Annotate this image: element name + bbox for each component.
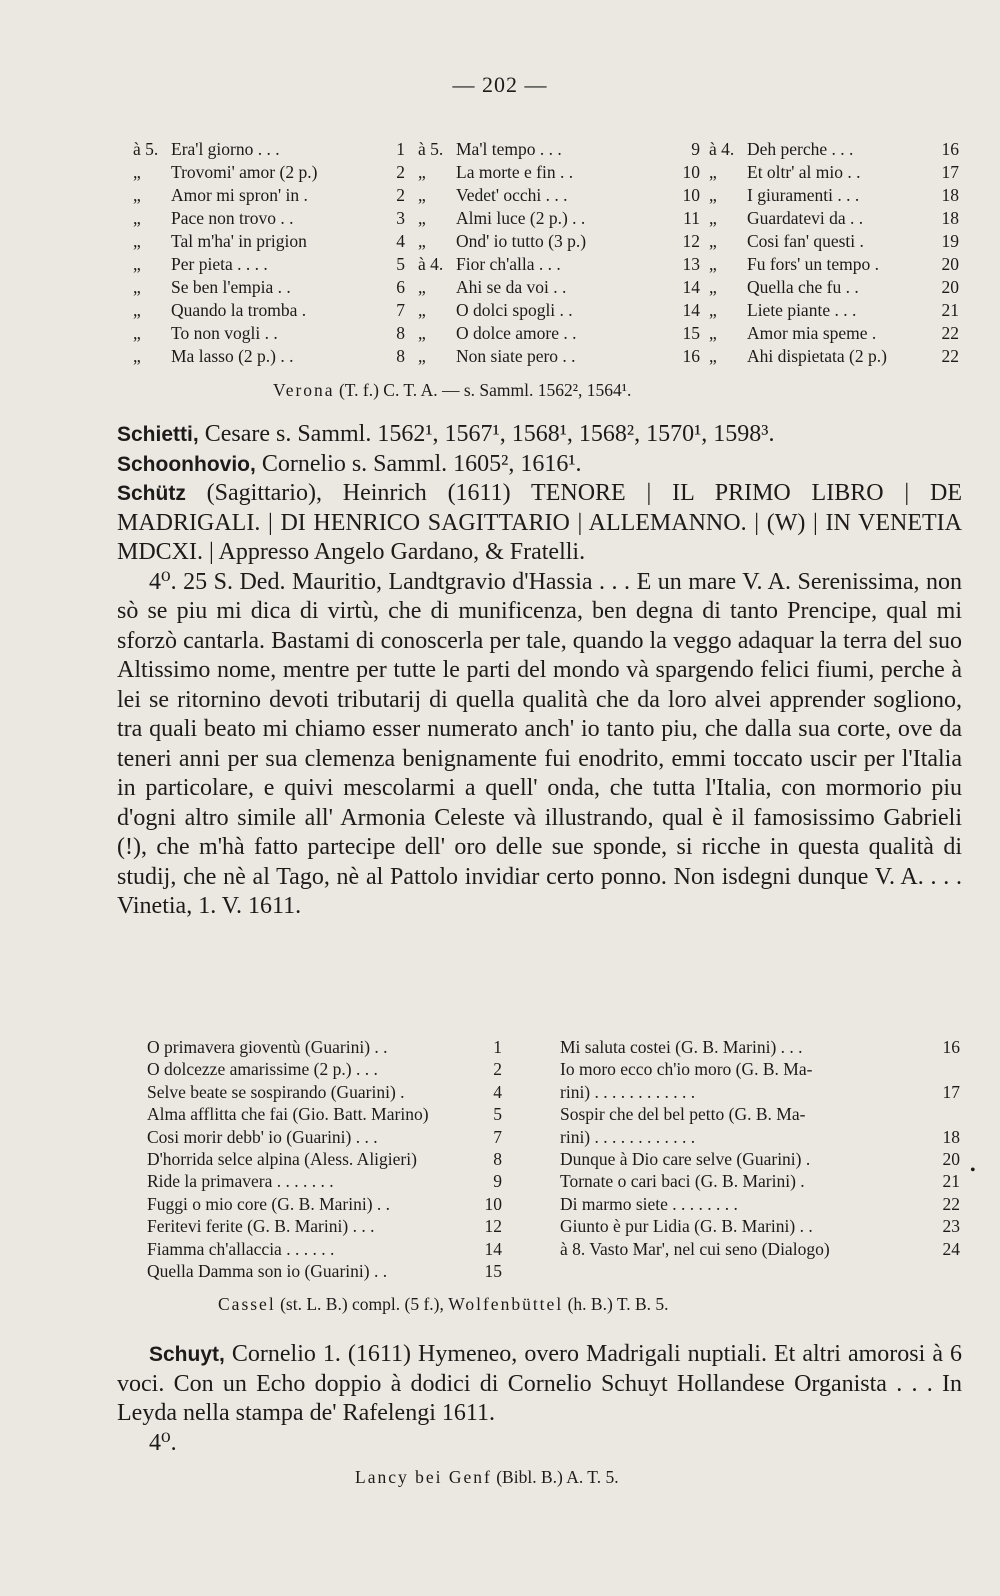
voice-prefix: „ [418, 323, 426, 343]
song-title: Quella Damma son io (Guarini) . . [147, 1260, 388, 1281]
piece-title: La morte e fin . . [456, 162, 574, 182]
song-row [560, 1215, 960, 1237]
song-title: Di marmo siete . . . . . . . . [560, 1193, 738, 1214]
piece-number: 1 [396, 139, 405, 159]
index-row [133, 207, 405, 230]
piece-title: Pace non trovo . . [171, 208, 294, 228]
piece-number: 2 [396, 185, 405, 205]
location-city: Cassel [218, 1294, 276, 1314]
voice-prefix: „ [709, 300, 717, 320]
piece-title: Almi luce (2 p.) . . [456, 208, 586, 228]
entry-text: Cornelio 1. (1611) Hymeneo, overo Madrigali nuptiali. Et altri amorosi à 6 voci. Con un Echo doppio à dodici di Cornelio Schuyt Hollandese Organista . . . In Leyda nella stampa de' Rafelengi 1611. [117, 1341, 962, 1426]
song-number: 17 [942, 1081, 960, 1102]
song-row [147, 1215, 502, 1237]
song-number: 2 [493, 1059, 502, 1080]
index-row [709, 253, 959, 276]
song-title: Selve beate se sospirando (Guarini) . [147, 1081, 405, 1102]
piece-number: 16 [682, 346, 700, 366]
location-detail: (Bibl. B.) A. T. 5. [496, 1467, 619, 1487]
index-row [709, 322, 959, 345]
index-row [418, 345, 700, 368]
index-row [709, 184, 959, 207]
song-number: 23 [942, 1216, 960, 1237]
piece-number: 4 [396, 231, 405, 251]
song-row [560, 1170, 960, 1192]
index-row [133, 253, 405, 276]
entry-schietti [117, 420, 962, 450]
voice-prefix: „ [418, 277, 426, 297]
piece-number: 20 [941, 277, 959, 297]
entry-schuyt-block [117, 1340, 962, 1458]
index-row [418, 184, 700, 207]
piece-number: 18 [941, 185, 959, 205]
piece-title: Ahi dispietata (2 p.) [747, 346, 887, 366]
voice-prefix: „ [418, 231, 426, 251]
index-row [709, 138, 959, 161]
piece-title: Deh perche . . . [747, 139, 854, 159]
song-title: Sospir che del bel petto (G. B. Ma- [560, 1104, 806, 1125]
song-number: 21 [942, 1171, 960, 1192]
index-row [418, 207, 700, 230]
piece-number: 3 [396, 208, 405, 228]
song-number: 1 [493, 1037, 502, 1057]
song-title: Ride la primavera . . . . . . . [147, 1171, 334, 1192]
song-title: Dunque à Dio care selve (Guarini) . [560, 1148, 811, 1169]
piece-number: 6 [396, 277, 405, 297]
piece-title: Liete piante . . . [747, 300, 857, 320]
piece-title: Amor mia speme . [747, 323, 877, 343]
song-number: 7 [493, 1126, 502, 1147]
piece-title: Et oltr' al mio . . [747, 162, 861, 182]
song-number: 14 [484, 1238, 502, 1259]
entry-schuyt [117, 1340, 962, 1429]
location-city: Lancy bei Genf [355, 1467, 492, 1487]
index-row [133, 184, 405, 207]
entry-schoonhovio [117, 450, 962, 480]
piece-title: I giuramenti . . . [747, 185, 860, 205]
piece-number: 14 [682, 277, 700, 297]
location-cassel [218, 1294, 669, 1315]
voice-prefix: à 5. [418, 139, 444, 159]
song-title: Giunto è pur Lidia (G. B. Marini) . . [560, 1216, 813, 1237]
index-column-1 [133, 138, 405, 368]
song-row [560, 1193, 960, 1215]
voice-prefix: „ [133, 277, 141, 297]
piece-title: Fior ch'alla . . . [456, 254, 561, 274]
piece-number: 13 [682, 254, 700, 274]
piece-title: Quando la tromba . [171, 300, 307, 320]
entry-name: Schuyt, [149, 1343, 225, 1366]
piece-number: 11 [683, 208, 700, 228]
entry-text: Cesare s. Samml. 1562¹, 1567¹, 1568¹, 1568², 1570¹, 1598³. [198, 421, 775, 447]
song-number: 4 [493, 1081, 502, 1102]
piece-title: Trovomi' amor (2 p.) [171, 162, 318, 182]
song-list-left [147, 1036, 502, 1282]
song-row [560, 1036, 960, 1058]
voice-prefix: „ [709, 254, 717, 274]
song-number: 18 [942, 1126, 960, 1147]
song-row [560, 1238, 960, 1260]
voice-prefix: „ [418, 185, 426, 205]
song-number: 24 [942, 1238, 960, 1259]
voice-prefix: „ [418, 346, 426, 366]
song-title: Tornate o cari baci (G. B. Marini) . [560, 1171, 805, 1192]
piece-title: Ma'l tempo . . . [456, 139, 562, 159]
entries-block [117, 420, 962, 922]
location-city-2: Wolfenbüttel [448, 1294, 564, 1314]
index-row [709, 299, 959, 322]
index-row [709, 276, 959, 299]
piece-number: 17 [941, 162, 959, 182]
song-row [147, 1193, 502, 1215]
location-detail: (st. L. B.) compl. (5 f.), [280, 1294, 444, 1314]
song-row [147, 1260, 502, 1282]
index-row [709, 161, 959, 184]
piece-number: 14 [682, 300, 700, 320]
voice-prefix: „ [133, 185, 141, 205]
piece-title: O dolci spogli . . [456, 300, 573, 320]
song-title: D'horrida selce alpina (Aless. Aligieri) [147, 1148, 417, 1169]
entry-text: Cornelio s. Samml. 1605², 1616¹. [255, 450, 582, 477]
margin-mark: • [970, 1162, 976, 1179]
piece-number: 15 [682, 323, 700, 343]
entry-name: Schietti, [117, 423, 199, 446]
song-number: 8 [493, 1148, 502, 1169]
song-title: Feritevi ferite (G. B. Marini) . . . [147, 1216, 375, 1237]
voice-prefix: „ [418, 208, 426, 228]
format-note: 4⁰. [149, 1429, 177, 1456]
voice-prefix: „ [709, 346, 717, 366]
song-row [147, 1036, 502, 1058]
entry-name: Schoonhovio, [117, 452, 256, 476]
song-number: 22 [942, 1193, 960, 1214]
index-row [133, 276, 405, 299]
piece-number: 10 [682, 162, 700, 182]
song-row [560, 1058, 960, 1080]
song-title: Fuggi o mio core (G. B. Marini) . . [147, 1193, 391, 1214]
index-row [418, 230, 700, 253]
voice-prefix: „ [133, 231, 141, 251]
index-row [418, 138, 700, 161]
location-detail: (T. f.) C. T. A. — s. Samml. 1562², 1564¹. [338, 380, 632, 400]
song-number: 9 [493, 1171, 502, 1192]
piece-title: Amor mi spron' in . [171, 185, 308, 205]
song-row [147, 1081, 502, 1103]
piece-number: 5 [396, 254, 405, 274]
song-number: 5 [493, 1104, 502, 1125]
dedication-text: 4⁰. 25 S. Ded. Mauritio, Landtgravio d'Hassia . . . E un mare V. A. Serenissima, non sò se piu mi dica di virtù, che di munificenza, ben degna di tanto Prencipe, qual mi sforzò cantarla. Bastami di conoscerla per tale, quando la veggo adaquar la terra del suo Altissimo nome, mentre per tutte le parti del mondo và spargendo felici fiumi, perche à lei se ritornino devoti tributarij di quella qualità che da loro alvei apprender sogliono, tra quali beato mi chiamo esser numerato anch' io tanto piu, che dalla sua corte, ove da teneri anni per sua clemenza benignamente fui enodrito, emmi toccato uscir per l'Italia in particolare, e quivi mescolarmi a quell' onda, che tutta l'Italia, con mormorio piu d'ogni altro simile all' Armonia Celeste và illustrando, qual è il famosissimo Gabrieli (!), che m'hà fatto partecipe dell' oro delle sue sponde, si ricche in questa qualità di studij, che nè al Tago, nè al Pattolo invidiar certo ponno. Non isdegni dunque V. A. . . . Vinetia, 1. V. 1611. [117, 568, 962, 919]
piece-number: 22 [941, 323, 959, 343]
piece-title: Cosi fan' questi . [747, 231, 864, 251]
piece-title: Ond' io tutto (3 p.) [456, 231, 587, 251]
song-number: 20 [942, 1148, 960, 1169]
song-number: 16 [942, 1037, 960, 1057]
entry-name: Schütz [117, 482, 186, 505]
index-row [709, 207, 959, 230]
index-row [133, 345, 405, 368]
piece-title: Era'l giorno . . . [171, 139, 280, 159]
piece-title: Ahi se da voi . . [456, 277, 567, 297]
location-detail-2: (h. B.) T. B. 5. [567, 1294, 669, 1314]
song-title: à 8. Vasto Mar', nel cui seno (Dialogo) [560, 1238, 830, 1259]
song-row [147, 1103, 502, 1125]
song-number: 15 [484, 1260, 502, 1281]
song-title: Io moro ecco ch'io moro (G. B. Ma- [560, 1059, 813, 1080]
song-row [147, 1238, 502, 1260]
piece-title: Per pieta . . . . [171, 254, 268, 274]
song-number: 12 [484, 1216, 502, 1237]
voice-prefix: „ [709, 208, 717, 228]
piece-title: To non vogli . . [171, 323, 278, 343]
piece-title: Vedet' occhi . . . [456, 185, 568, 205]
index-row [709, 230, 959, 253]
song-number: 10 [484, 1193, 502, 1214]
voice-prefix: „ [709, 185, 717, 205]
voice-prefix: „ [133, 254, 141, 274]
piece-number: 10 [682, 185, 700, 205]
song-number [938, 1103, 960, 1125]
piece-title: Ma lasso (2 p.) . . [171, 346, 294, 366]
voice-prefix: „ [709, 162, 717, 182]
voice-prefix: „ [133, 323, 141, 343]
song-title: rini) . . . . . . . . . . . . [560, 1126, 696, 1147]
voice-prefix: à 4. [709, 139, 735, 159]
index-row [133, 138, 405, 161]
voice-prefix: „ [709, 323, 717, 343]
index-column-3 [709, 138, 959, 368]
index-row [133, 322, 405, 345]
piece-number: 18 [941, 208, 959, 228]
piece-number: 21 [941, 300, 959, 320]
voice-prefix: „ [133, 346, 141, 366]
piece-title: Fu fors' un tempo . [747, 254, 879, 274]
piece-number: 8 [396, 323, 405, 343]
voice-prefix: „ [418, 300, 426, 320]
song-title: Alma afflitta che fai (Gio. Batt. Marino) [147, 1104, 429, 1125]
song-title: Fiamma ch'allaccia . . . . . . [147, 1238, 335, 1259]
piece-number: 19 [941, 231, 959, 251]
location-lancy [355, 1467, 619, 1488]
index-row [418, 253, 700, 276]
song-title: O primavera gioventù (Guarini) . . [147, 1037, 388, 1057]
piece-title: Non siate pero . . [456, 346, 576, 366]
song-title: O dolcezze amarissime (2 p.) . . . [147, 1059, 378, 1080]
song-list-right [560, 1036, 960, 1260]
index-row [418, 299, 700, 322]
piece-number: 20 [941, 254, 959, 274]
voice-prefix: „ [418, 162, 426, 182]
index-row [418, 276, 700, 299]
piece-number: 22 [941, 346, 959, 366]
piece-title: Guardatevi da . . [747, 208, 864, 228]
piece-title: Quella che fu . . [747, 277, 859, 297]
song-row [560, 1103, 960, 1125]
piece-number: 8 [396, 346, 405, 366]
index-row [418, 322, 700, 345]
voice-prefix: „ [133, 300, 141, 320]
location-verona [273, 380, 631, 401]
song-title: Cosi morir debb' io (Guarini) . . . [147, 1126, 378, 1147]
song-title: rini) . . . . . . . . . . . . [560, 1081, 696, 1102]
piece-number: 16 [941, 139, 959, 159]
piece-number: 2 [396, 162, 405, 182]
song-row [147, 1148, 502, 1170]
piece-title: O dolce amore . . [456, 323, 577, 343]
voice-prefix: „ [709, 277, 717, 297]
song-row [560, 1126, 960, 1148]
index-row [133, 230, 405, 253]
piece-title: Tal m'ha' in prigion [171, 231, 307, 251]
song-number [938, 1058, 960, 1080]
page-number: — 202 — [452, 72, 548, 97]
song-row [147, 1058, 502, 1080]
entry-text: (Sagittario), Heinrich (1611) TENORE | IL PRIMO LIBRO | DE MADRIGALI. | DI HENRICO SAGITTARIO | ALLEMANNO. | (W) | IN VENETIA MDCXI. | Appresso Angelo Gardano, & Fratelli. [117, 480, 962, 565]
location-city: Verona [273, 380, 335, 400]
index-row [709, 345, 959, 368]
voice-prefix: „ [133, 162, 141, 182]
index-row [418, 161, 700, 184]
song-title: Mi saluta costei (G. B. Marini) . . . [560, 1037, 803, 1057]
song-row [560, 1148, 960, 1170]
song-row [147, 1170, 502, 1192]
piece-title: Se ben l'empia . . [171, 277, 291, 297]
index-row [133, 161, 405, 184]
index-row [133, 299, 405, 322]
song-row [147, 1126, 502, 1148]
entry-schuetz [117, 479, 962, 568]
piece-number: 12 [682, 231, 700, 251]
piece-number: 7 [396, 300, 405, 320]
voice-prefix: „ [709, 231, 717, 251]
song-row [560, 1081, 960, 1103]
piece-number: 9 [691, 139, 700, 159]
index-column-2 [418, 138, 700, 368]
voice-prefix: „ [133, 208, 141, 228]
voice-prefix: à 5. [133, 139, 159, 159]
voice-prefix: à 4. [418, 254, 444, 274]
